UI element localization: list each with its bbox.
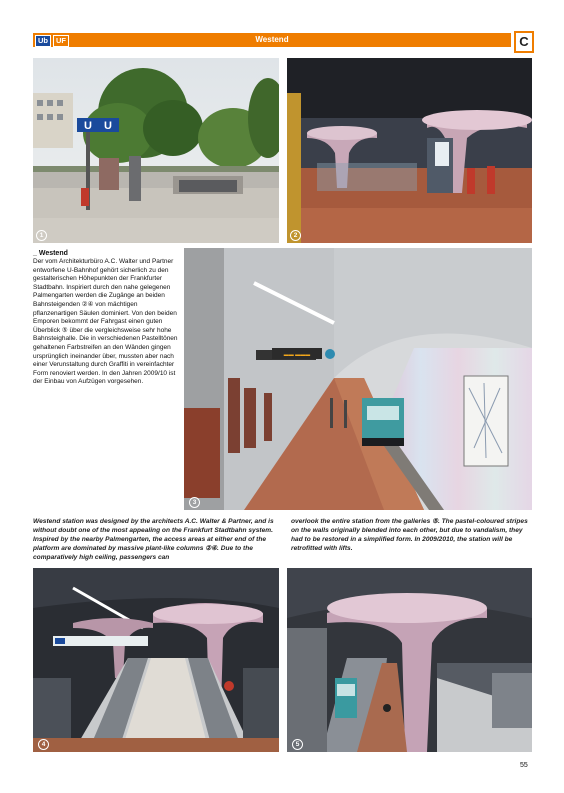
page-header-bar: [33, 33, 511, 47]
photo-platform-hall: [184, 248, 532, 510]
photo-escalators: [33, 568, 279, 752]
photo-gallery-overview: [287, 568, 532, 752]
svg-text:U: U: [84, 120, 92, 132]
svg-text:U: U: [104, 120, 112, 132]
photo-gallery-overview-graphic: [287, 568, 532, 752]
photo-street-entrance-graphic: [33, 58, 279, 243]
photo-street-entrance: [33, 58, 279, 243]
logo-uf: UF: [53, 35, 69, 47]
logo-ub: Ub: [35, 35, 51, 47]
page-number: 55: [520, 762, 528, 769]
photo-platform-hall-graphic: [184, 248, 532, 510]
page-title: Westend: [255, 35, 289, 44]
photo-number-3: 3: [189, 497, 200, 508]
english-text-col2: overlook the entire station from the galleries ⑤. The pastel-coloured stripes on the walls originally blended into each other, but due to vandalism, they had to be restored in a simplified form. In 2009/2010, the station will be retrofitted with lifts.: [291, 518, 528, 553]
photo-number-4: 4: [38, 739, 49, 750]
german-body-text: Der vom Architekturbüro A.C. Walter und Partner entworfene U-Bahnhof gehört sicherlich zu den gestalterischen Höhepunkten der Frankfurter Stadtbahn. Inspiriert durch den nahe gelegenen Palmengarten werden die Zugänge an beiden Bahnsteigenden ②④ von mächtigen pflanzenartigen Säulen dominiert. Von den beiden Emporen bekommt der Fahrgast einen guten Überblick ⑤ über die vergleichsweise sehr hohe Bahnsteighalle. Die in verschiedenen Pastelltönen gehaltenen Farbstreifen an den Wänden gingen ursprünglich ineinander über, mussten aber nach einer Verunstaltung durch Graffiti in vereinfachter Form renoviert werden. In den Jahren 2009/10 ist der Einbau von Aufzügen vorgesehen.: [33, 258, 178, 386]
svg-text:▬▬ ▬▬▬: ▬▬ ▬▬▬: [283, 352, 311, 358]
photo-number-2: 2: [290, 230, 301, 241]
photo-gallery-columns-graphic: [287, 58, 532, 243]
photo-gallery-columns: [287, 58, 532, 243]
photo-escalators-graphic: [33, 568, 279, 752]
german-section-title: _ Westend: [33, 250, 68, 257]
photo-number-1: 1: [36, 230, 47, 241]
section-letter: C: [514, 31, 534, 53]
english-text-col1: Westend station was designed by the architects A.C. Walter & Partner, and is without doubt one of the most appealing on the Frankfurt Stadtbahn system. Inspired by the nearby Palmengarten, the access areas at either end of the platform are dominated by massive plant-like columns ②④. Due to the comparatively high ceiling, passengers can: [33, 518, 274, 562]
photo-number-5: 5: [292, 739, 303, 750]
